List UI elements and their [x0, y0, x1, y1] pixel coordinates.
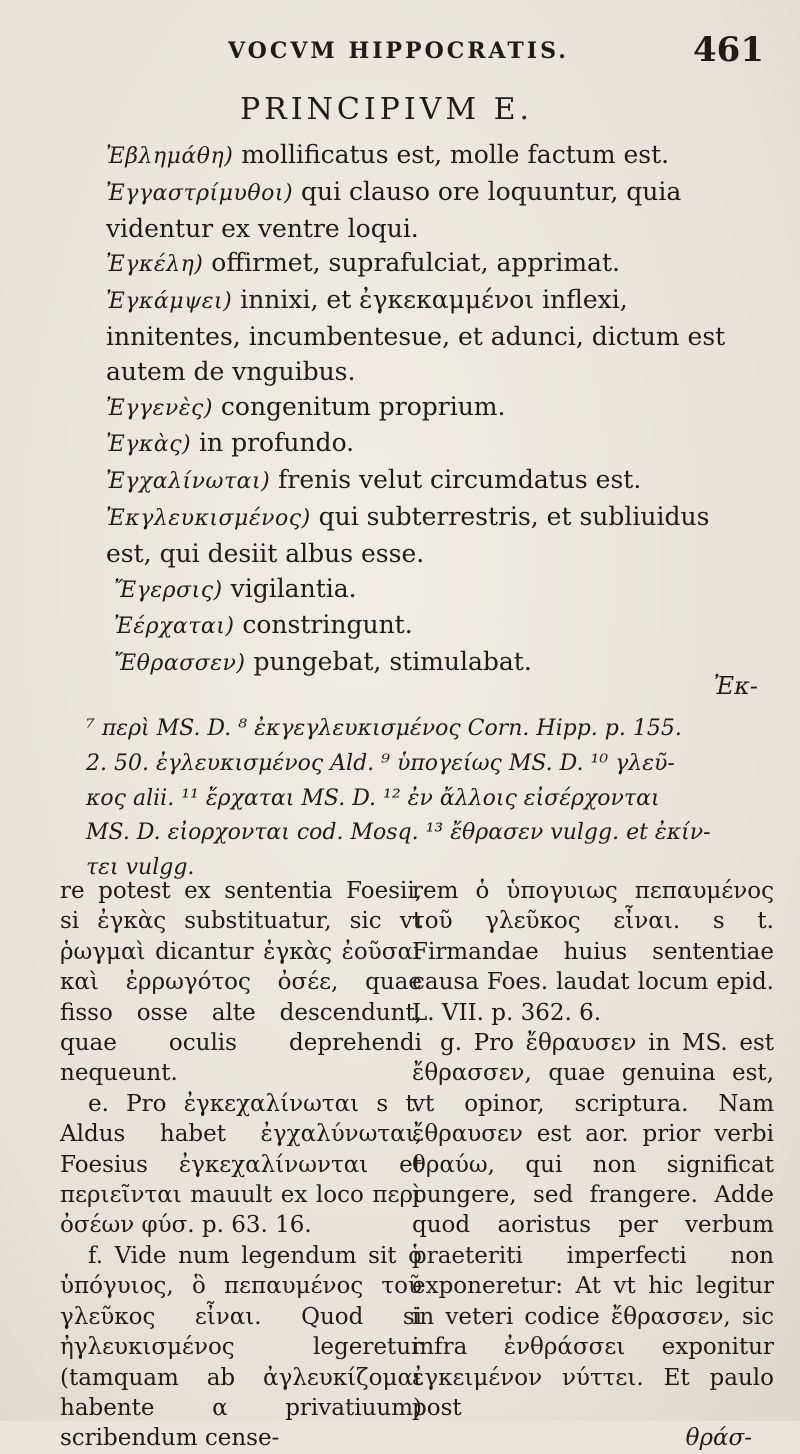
catchword: Ἐκ-	[713, 672, 758, 700]
entry-gloss: in profundo.	[191, 428, 355, 458]
entry-lemma: Ἐέρχαται)	[114, 614, 235, 640]
page-header	[0, 30, 800, 80]
glossary-entry	[60, 390, 760, 427]
glossary-entry	[60, 246, 760, 283]
glossary-entry	[60, 608, 760, 645]
footnote-line: τει vulgg.	[86, 855, 195, 881]
glossary-entries	[60, 138, 760, 682]
commentary-paragraph: e. Pro ἐγκεχαλίνωται s t. Aldus habet ἐγχαλύνωται, Foesius ἐγκεχαλίνωνται et περιεῖνται mauult ex loco περὶ ὀσέων φύσ. p. 63. 16.	[60, 1090, 422, 1239]
entry-lemma: Ἐγγενὲς)	[106, 395, 213, 421]
entry-gloss: constringunt.	[234, 610, 413, 640]
commentary-paragraph: re potest ex sententia Foesii, si ἐγκὰς substituatur, sic vt ῥωγμαὶ dicantur ἐγκὰς ἐοῦσαι καὶ ἐρρωγότος ὀσέε, quae fisso osse alte descendunt, quae oculis deprehendi nequeunt.	[60, 878, 422, 1087]
glossary-entry	[60, 500, 760, 572]
commentary-paragraph: f. Vide num legendum sit ὁ ὑπόγυιος, ὃ πεπαυμένος τοῦ γλεῦκος εἶναι. Quod si ἠγλευκισμένος legeretur (tamquam ab ἀγλευκίζομαι habente α privatiuum) scribendum cense-	[60, 1242, 422, 1452]
entry-lemma: Ἐγκάμψει)	[106, 289, 233, 315]
entry-lemma: Ἐκγλευκισμένος)	[106, 505, 311, 531]
entry-gloss: innixi, et ἐγκεκαμμένοι inflexi, innitentes, incumbentesue, et adunci, dictum est autem de vnguibus.	[106, 285, 726, 386]
glossary-entry	[60, 283, 760, 389]
entry-gloss: qui subterrestris, et subliuidus est, qui desiit albus esse.	[106, 501, 710, 568]
footnote-line: κος alii. ¹¹ ἔρχαται MS. D. ¹² ἐν ἄλλοις εἰσέρχονται	[86, 785, 660, 811]
page-number: 461	[693, 30, 764, 70]
commentary-paragraph: g. Pro ἔθραυσεν in MS. est ἔθρασσεν, quae genuina est, vt opinor, scriptura. Nam ἔθραυσεν est aor. prior verbi θραύω, qui non significat pungere, sed frangere. Adde quod aoristus per verbum praeteriti imperfecti non exponeretur: At vt hic legitur in veteri codice ἔθρασσεν, sic infra ἐνθράσσει exponitur ἐγκειμένον νύττει. Et paulo post	[412, 1030, 774, 1421]
glossary-entry	[60, 138, 760, 175]
entry-lemma: Ἐγκέλη)	[106, 252, 204, 278]
footnote-line: 2. 50. ἐγλευκισμένος Ald. ⁹ ὑπογείως MS. D. ¹⁰ γλεῦ-	[86, 750, 675, 776]
entry-gloss: qui clauso ore loquuntur, quia videntur ex ventre loqui.	[106, 176, 682, 243]
entry-lemma: Ἐγχαλίνωται)	[106, 469, 271, 495]
entry-gloss: vigilantia.	[222, 573, 357, 603]
column-catchword: θράσ-	[685, 1425, 752, 1452]
glossary-entry	[60, 426, 760, 463]
footnote-line: ⁷ περὶ MS. D. ⁸ ἐκγεγλευκισμένος Corn. Hipp. p. 155.	[86, 716, 682, 741]
entry-gloss: frenis velut circumdatus est.	[270, 465, 642, 495]
section-title: PRINCIPIVM E.	[240, 92, 534, 127]
footnote-line: MS. D. εἰορχονται cod. Mosq. ¹³ ἔθρασεν vulgg. et ἐκίν-	[86, 820, 711, 846]
commentary-paragraph: rem ὁ ὑπογυιως πεπαυμένος τοῦ γλεῦκος εἶναι. s t. Firmandae huius sententiae causa Foes. laudat locum epid. L. VII. p. 362. 6.	[412, 878, 774, 1026]
entry-gloss: mollificatus est, molle factum est.	[233, 140, 670, 169]
commentary-right-column	[412, 876, 774, 1454]
entry-lemma: Ἔθρασσεν)	[114, 651, 246, 677]
entry-lemma: Ἔγερσις)	[114, 577, 223, 603]
glossary-entry	[60, 463, 760, 500]
glossary-entry	[60, 645, 760, 682]
entry-lemma: Ἐβλημάθη)	[106, 144, 234, 169]
entry-gloss: pungebat, stimulabat.	[245, 647, 532, 677]
footnotes	[86, 712, 766, 886]
entry-lemma: Ἐγγαστρίμυθοι)	[106, 180, 294, 206]
running-head: VOCVM HIPPOCRATIS.	[228, 38, 569, 64]
glossary-entry	[60, 175, 760, 247]
glossary-entry	[60, 572, 760, 609]
entry-lemma: Ἐγκὰς)	[106, 432, 192, 458]
entry-gloss: offirmet, suprafulciat, apprimat.	[203, 248, 620, 278]
commentary-left-column	[60, 876, 422, 1454]
entry-gloss: congenitum proprium.	[212, 391, 506, 421]
